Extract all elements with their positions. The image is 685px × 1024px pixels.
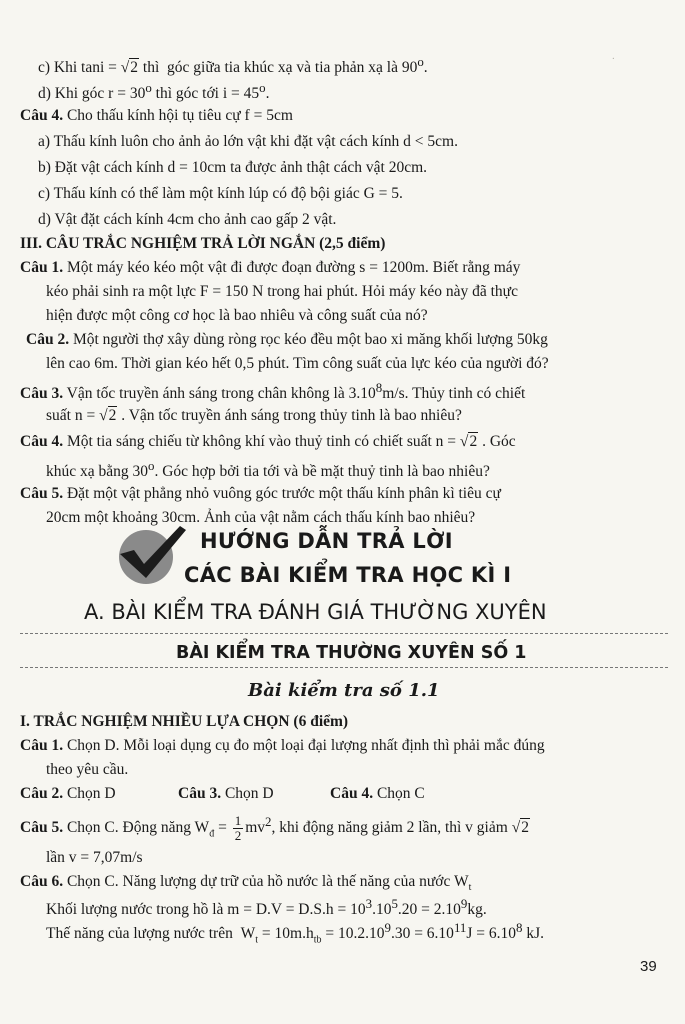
bleed-through-decoration: . bbox=[612, 50, 615, 62]
answers-header-line1: HƯỚNG DẪN TRẢ LỜI bbox=[200, 529, 453, 553]
answer-1-line2: theo yêu cầu. bbox=[46, 761, 129, 778]
page-number: 39 bbox=[640, 958, 657, 975]
part1-c: c) Khi tani = √2 thì góc giữa tia khúc xạ và tia phản xạ là 90$^o$. bbox=[38, 54, 428, 77]
answer-3: Câu 3. Chọn D bbox=[178, 785, 274, 802]
test-title: BÀI KIỂM TRA THƯỜNG XUYÊN SỐ 1 bbox=[176, 643, 527, 663]
answers-header-line2: CÁC BÀI KIỂM TRA HỌC KÌ I bbox=[184, 563, 512, 587]
short-q3-line2: suất n = √2 . Vận tốc truyền ánh sáng trong thủy tinh là bao nhiêu? bbox=[46, 407, 462, 424]
short-q1: Câu 1. Một máy kéo kéo một vật đi được đoạn đường s = 1200m. Biết rằng máy bbox=[20, 259, 521, 276]
short-q1-line2: kéo phải sinh ra một lực F = 150 N trong hai phút. Hỏi máy kéo này đã thực bbox=[46, 283, 518, 300]
answer-6-line2: Khối lượng nước trong hồ là $m = D.V = D.S.h = 10^3.10^5.20 = 2.10^9kg$. bbox=[46, 896, 487, 919]
answer-4: Câu 4. Chọn C bbox=[330, 785, 425, 802]
answer-6-line3: Thế năng của lượng nước trên $W_t = 10m.h_{tb} = 10.2.10^9.30 = 6.10^{11}J = 6.10^8$ kJ. bbox=[46, 920, 545, 946]
section3-title: III. CÂU TRẮC NGHIỆM TRẢ LỜI NGẮN (2,5 điểm) bbox=[20, 235, 386, 252]
short-q2: Câu 2. Một người thợ xây dùng ròng rọc kéo đều một bao xi măng khối lượng 50kg bbox=[26, 331, 548, 348]
divider-top bbox=[20, 633, 668, 634]
cau4-b: b) Đặt vật cách kính d = 10cm ta được ảnh thật cách vật 20cm. bbox=[38, 159, 428, 176]
cau4-d: d) Vật đặt cách kính 4cm cho ảnh cao gấp 2 vật. bbox=[38, 211, 337, 228]
test-subtitle: Bài kiểm tra số 1.1 bbox=[248, 680, 440, 701]
short-q5-line2: 20cm một khoảng 30cm. Ảnh của vật nằm cách thấu kính bao nhiêu? bbox=[46, 509, 476, 526]
part1-d: d) Khi góc $r = 30^o$ thì góc tới $i = 45^o$. bbox=[38, 80, 270, 103]
short-q4-line2: khúc xạ bằng 30$^o$. Góc hợp bởi tia tới và bề mặt thuỷ tinh là bao nhiêu? bbox=[46, 458, 490, 481]
cau4-c: c) Thấu kính có thể làm một kính lúp có độ bội giác G = 5. bbox=[38, 185, 403, 202]
check-mark-circle-icon bbox=[104, 520, 190, 586]
section-a-title: A. BÀI KIỂM TRA ĐÁNH GIÁ THƯỜNG XUYÊN bbox=[84, 600, 547, 624]
short-q2-line2: lên cao 6m. Thời gian kéo hết 0,5 phút. Tìm công suất của lực kéo của người đó? bbox=[46, 355, 549, 372]
cau4-question: Câu 4. Cho thấu kính hội tụ tiêu cự f = 5cm bbox=[20, 107, 293, 124]
answer-5-line2: lần v = 7,07m/s bbox=[46, 849, 143, 866]
answer-2: Câu 2. Chọn D bbox=[20, 785, 116, 802]
short-q3: Câu 3. Vận tốc truyền ánh sáng trong chân không là 3.10$^8$m/s. Thủy tinh có chiết bbox=[20, 380, 526, 403]
divider-bottom bbox=[20, 667, 668, 668]
short-q5: Câu 5. Đặt một vật phẳng nhỏ vuông góc trước một thấu kính phân kì tiêu cự bbox=[20, 485, 501, 502]
short-q4: Câu 4. Một tia sáng chiếu từ không khí vào thuỷ tinh có chiết suất n = √2 . Góc bbox=[20, 433, 516, 450]
answer-6: Câu 6. Chọn C. Năng lượng dự trữ của hồ nước là thế năng của nước $W_t$ bbox=[20, 873, 472, 894]
cau4-a: a) Thấu kính luôn cho ảnh ảo lớn vật khi đặt vật cách kính d < 5cm. bbox=[38, 133, 458, 150]
mc-title: I. TRẮC NGHIỆM NHIỀU LỰA CHỌN (6 điểm) bbox=[20, 713, 349, 730]
answer-5: Câu 5. Chọn C. Động năng $W_đ$ = $\frac{1}{2}$ $mv^2$, khi động năng giảm 2 lần, thì v giảm √2 bbox=[20, 813, 529, 844]
answer-1: Câu 1. Chọn D. Mỗi loại dụng cụ đo một loại đại lượng nhất định thì phải mắc đúng bbox=[20, 737, 545, 754]
short-q1-line3: hiện được một công cơ học là bao nhiêu và công suất của nó? bbox=[46, 307, 428, 324]
